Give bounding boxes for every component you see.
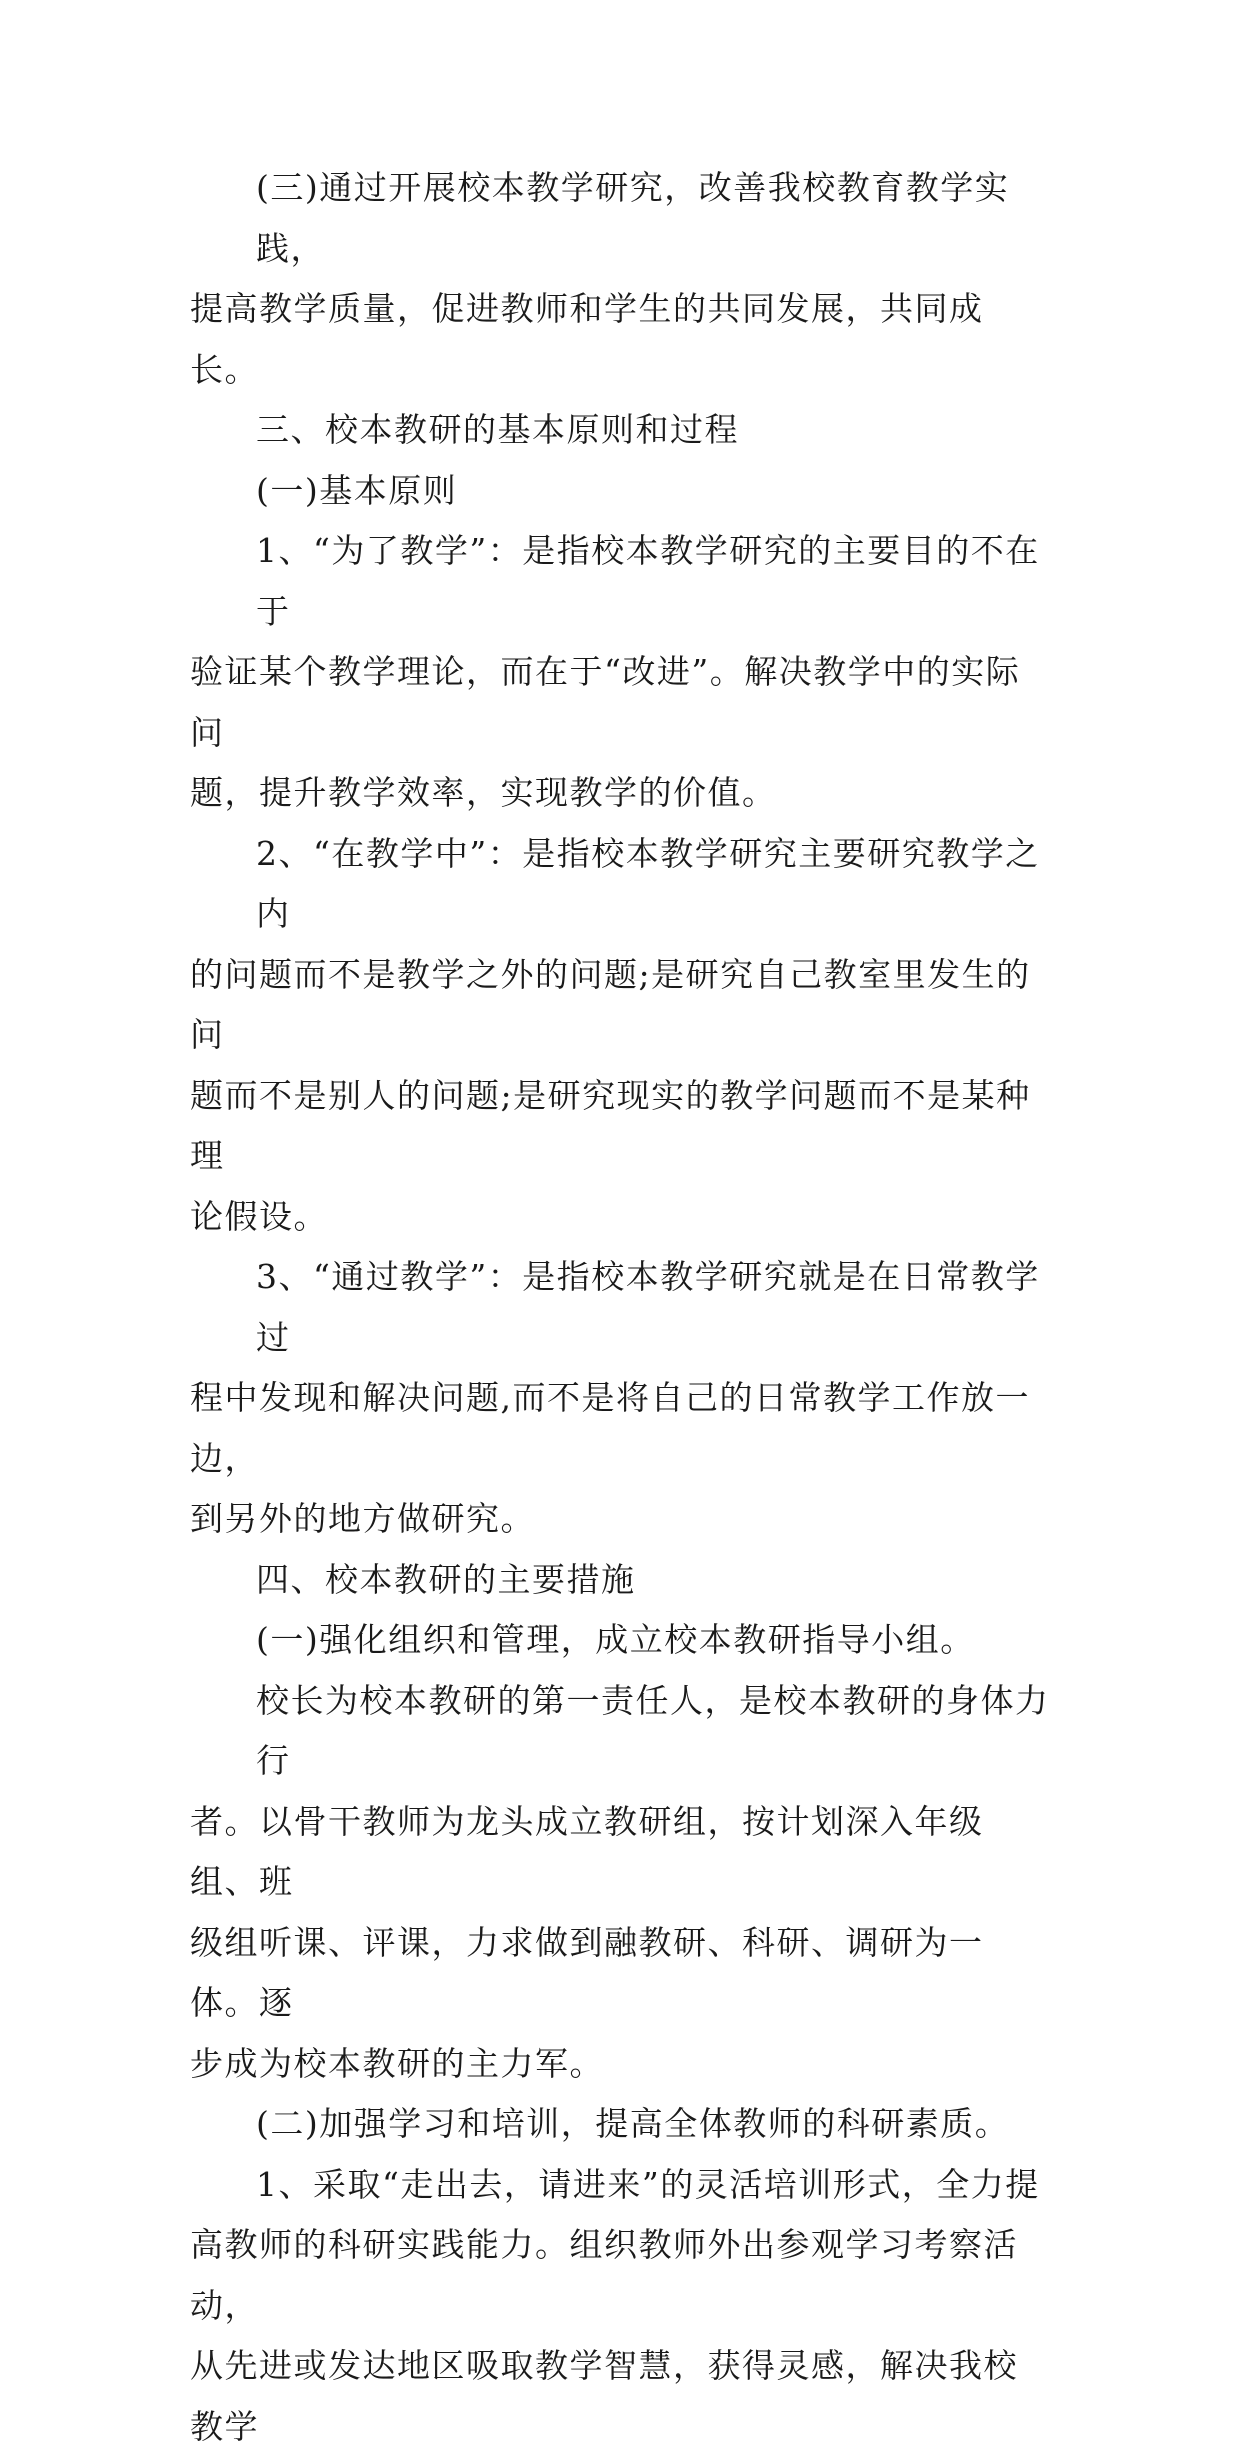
subsection-heading: (二)加强学习和培训，提高全体教师的科研素质。 xyxy=(256,2104,1010,2143)
text-line: 论假设。 xyxy=(190,1196,328,1236)
text-line: 步成为校本教研的主力军。 xyxy=(190,2043,604,2083)
text-line: 的问题而不是教学之外的问题;是研究自己教室里发生的问 xyxy=(190,954,1031,1054)
text-line: 者。以骨干教师为龙头成立教研组，按计划深入年级组、班 xyxy=(190,1801,984,1901)
text-line: 程中发现和解决问题,而不是将自己的日常教学工作放一边， xyxy=(190,1378,1030,1478)
document-page xyxy=(190,158,1050,2457)
text-line: 校长为校本教研的第一责任人，是校本教研的身体力行 xyxy=(256,1680,1050,1780)
text-line: 1、采取“走出去，请进来”的灵活培训形式，全力提 xyxy=(256,2164,1040,2204)
text-line: (三)通过开展校本教学研究，改善我校教育教学实践， xyxy=(256,168,1010,268)
text-line: 2、“在教学中”：是指校本教学研究主要研究教学之内 xyxy=(256,833,1040,933)
text-line: 题，提升教学效率，实现教学的价值。 xyxy=(190,773,777,812)
text-line: 到另外的地方做研究。 xyxy=(190,1499,535,1538)
text-line: 题而不是别人的问题;是研究现实的教学问题而不是某种理 xyxy=(190,1075,1031,1175)
text-line: 1、“为了教学”：是指校本教学研究的主要目的不在于 xyxy=(256,531,1040,631)
text-line: 高教师的科研实践能力。组织教师外出参观学习考察活动， xyxy=(190,2225,1018,2325)
text-line: 3、“通过教学”：是指校本教学研究就是在日常教学过 xyxy=(256,1257,1040,1357)
section-heading: 三、校本教研的基本原则和过程 xyxy=(256,410,739,449)
text-line: 级组听课、评课，力求做到融教研、科研、调研为一体。逐 xyxy=(190,1922,984,2022)
text-line: 验证某个教学理论，而在于“改进”。解决教学中的实际问 xyxy=(190,652,1021,752)
subsection-heading: (一)基本原则 xyxy=(256,470,458,510)
section-heading: 四、校本教研的主要措施 xyxy=(256,1559,636,1599)
subsection-heading: (一)强化组织和管理，成立校本教研指导小组。 xyxy=(256,1620,975,1659)
text-line: 从先进或发达地区吸取教学智慧，获得灵感，解决我校教学 xyxy=(190,2346,1018,2446)
text-line: 提高教学质量，促进教师和学生的共同发展，共同成长。 xyxy=(190,289,984,389)
